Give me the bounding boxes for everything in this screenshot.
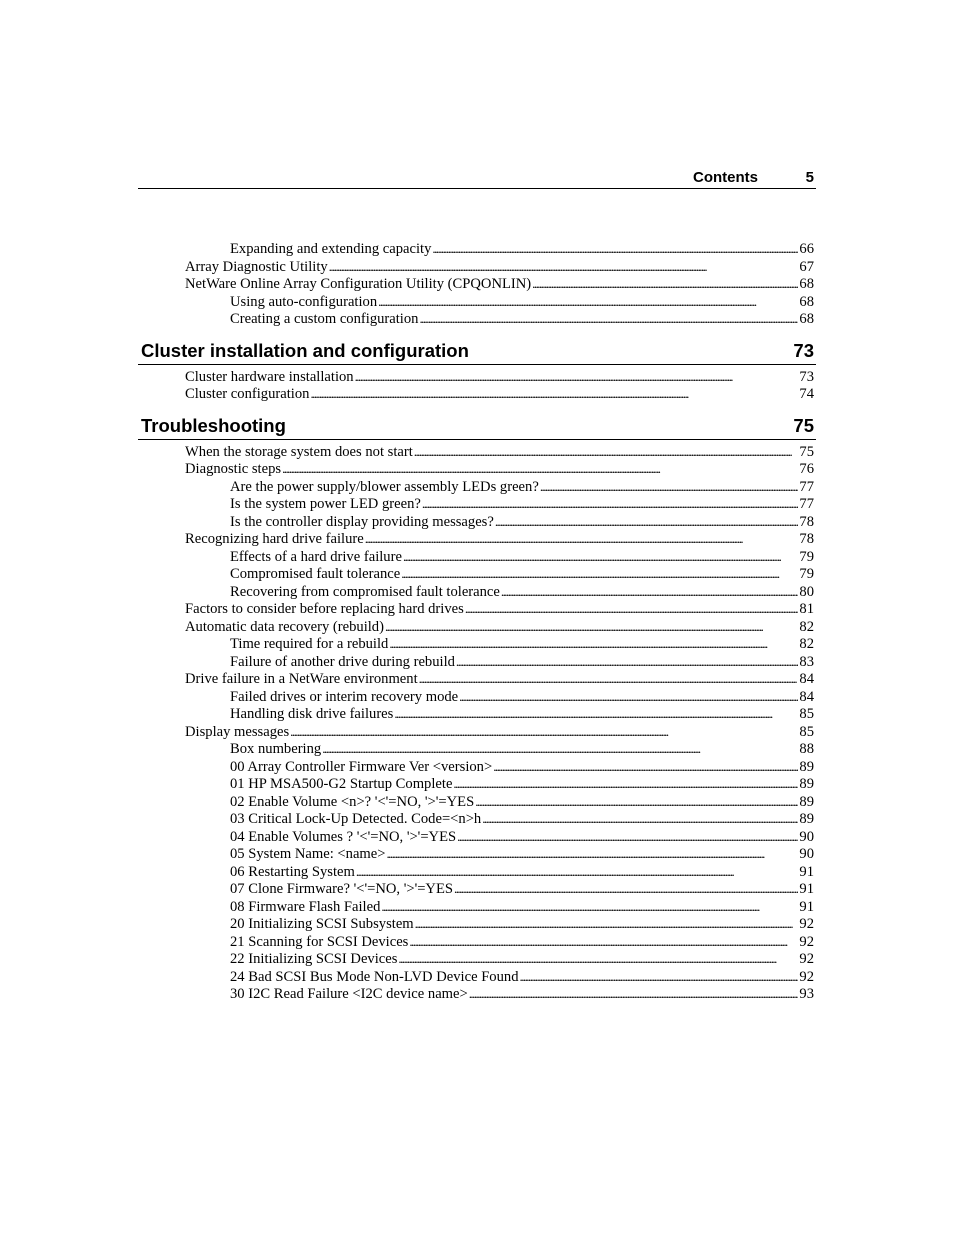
toc-entry[interactable] xyxy=(138,740,816,758)
toc-entry-title: Using auto-configuration xyxy=(230,293,378,310)
toc-entry[interactable] xyxy=(138,478,816,496)
dot-leader xyxy=(365,530,799,549)
toc-entry-title: 30 I2C Read Failure <I2C device name> xyxy=(230,986,468,1002)
dot-leader xyxy=(403,548,798,567)
toc-entry[interactable] xyxy=(138,670,816,688)
toc-entry-page-number: 92 xyxy=(799,916,814,932)
dot-leader xyxy=(540,478,799,497)
toc-entry-title: Compromised fault tolerance xyxy=(230,566,401,582)
toc-entry[interactable] xyxy=(138,530,816,548)
toc-entry[interactable] xyxy=(138,880,816,898)
dot-leader xyxy=(532,275,798,294)
dot-leader xyxy=(394,705,798,724)
toc-entry[interactable] xyxy=(138,368,816,386)
toc-entry-page-number: 77 xyxy=(799,496,814,512)
toc-entry[interactable] xyxy=(138,723,816,741)
toc-entry-page-number: 73 xyxy=(799,368,814,385)
toc-entry-title: 20 Initializing SCSI Subsystem xyxy=(230,916,414,932)
dot-leader xyxy=(355,368,799,387)
dot-leader xyxy=(422,495,799,514)
toc-entry-page-number: 89 xyxy=(799,758,814,775)
dot-leader xyxy=(520,968,799,987)
toc-entry[interactable] xyxy=(138,548,816,566)
toc-entry[interactable] xyxy=(138,460,816,478)
toc-entry-title: 02 Enable Volume <n>? '<'=NO, '>'=YES xyxy=(230,793,475,810)
toc-entry-page-number: 76 xyxy=(799,461,814,477)
toc-entry-title: Failure of another drive during rebuild xyxy=(230,653,455,670)
toc-entry[interactable] xyxy=(138,513,816,531)
dot-leader xyxy=(465,600,799,619)
dot-leader xyxy=(290,723,798,742)
toc-entry[interactable] xyxy=(138,810,816,828)
toc-entry[interactable] xyxy=(138,950,816,968)
toc-entry-title: Box numbering xyxy=(230,741,322,757)
dot-leader xyxy=(415,915,799,934)
toc-entry[interactable] xyxy=(138,600,816,618)
chapter-title: Troubleshooting xyxy=(141,414,286,436)
toc-entry[interactable] xyxy=(138,653,816,671)
toc-entry-page-number: 79 xyxy=(799,566,814,582)
toc-entry-title: Array Diagnostic Utility xyxy=(185,258,328,275)
toc-entry-page-number: 88 xyxy=(799,741,814,757)
toc-entry-page-number: 67 xyxy=(799,258,814,275)
toc-entry-page-number: 91 xyxy=(799,863,814,880)
toc-entry-title: Diagnostic steps xyxy=(185,461,282,477)
toc-entry-page-number: 92 xyxy=(799,933,814,950)
toc-entry-title: 00 Array Controller Firmware Ver <version> xyxy=(230,758,493,775)
toc-entry-title: Cluster configuration xyxy=(185,386,310,402)
dot-leader xyxy=(414,443,799,462)
toc-entry-title: NetWare Online Array Configuration Utility (CPQONLIN) xyxy=(185,276,532,292)
toc-entry[interactable] xyxy=(138,863,816,881)
dot-leader xyxy=(456,653,798,672)
dot-leader xyxy=(401,565,798,584)
dot-leader xyxy=(419,670,799,689)
table-of-contents xyxy=(138,240,816,1003)
toc-chapter-heading[interactable] xyxy=(138,415,816,440)
toc-entry[interactable] xyxy=(138,688,816,706)
toc-entry-page-number: 90 xyxy=(799,828,814,845)
dot-leader xyxy=(378,293,798,312)
toc-entry-page-number: 90 xyxy=(799,846,814,862)
dot-leader xyxy=(419,310,798,329)
dot-leader xyxy=(493,758,798,777)
toc-entry-page-number: 85 xyxy=(799,723,814,740)
dot-leader xyxy=(310,385,798,404)
toc-entry-title: 06 Restarting System xyxy=(230,863,355,880)
toc-entry-page-number: 82 xyxy=(799,636,814,652)
toc-entry-page-number: 92 xyxy=(799,951,814,967)
dot-leader xyxy=(475,793,798,812)
toc-entry-page-number: 82 xyxy=(799,618,814,635)
toc-entry[interactable] xyxy=(138,915,816,933)
toc-chapter-heading[interactable] xyxy=(138,340,816,365)
toc-entry-page-number: 77 xyxy=(799,478,814,495)
toc-entry-page-number: 92 xyxy=(799,968,814,985)
dot-leader xyxy=(356,863,799,882)
toc-entry[interactable] xyxy=(138,495,816,513)
dot-leader xyxy=(386,845,798,864)
toc-entry[interactable] xyxy=(138,828,816,846)
dot-leader xyxy=(457,828,798,847)
toc-entry-page-number: 66 xyxy=(799,241,814,257)
toc-entry-page-number: 91 xyxy=(799,898,814,915)
toc-entry-page-number: 68 xyxy=(799,311,814,327)
toc-entry-title: Is the controller display providing messages? xyxy=(230,513,494,530)
toc-entry[interactable] xyxy=(138,635,816,653)
toc-entry-title: Automatic data recovery (rebuild) xyxy=(185,618,384,635)
chapter-title: Cluster installation and configuration xyxy=(141,339,469,361)
toc-entry[interactable] xyxy=(138,310,816,328)
toc-entry-title: 21 Scanning for SCSI Devices xyxy=(230,933,409,950)
toc-entry-page-number: 93 xyxy=(799,986,814,1002)
toc-entry-page-number: 75 xyxy=(799,443,814,460)
toc-entry-page-number: 68 xyxy=(799,276,814,292)
toc-entry-title: 05 System Name: <name> xyxy=(230,846,386,862)
dot-leader xyxy=(329,258,799,277)
toc-entry-title: Time required for a rebuild xyxy=(230,636,389,652)
dot-leader xyxy=(432,240,798,259)
dot-leader xyxy=(495,513,799,532)
toc-entry-title: Are the power supply/blower assembly LEDs green? xyxy=(230,478,539,495)
toc-entry-title: Handling disk drive failures xyxy=(230,706,394,722)
toc-entry-title: 08 Firmware Flash Failed xyxy=(230,898,381,915)
dot-leader xyxy=(389,635,798,654)
dot-leader xyxy=(454,880,798,899)
dot-leader xyxy=(322,740,798,759)
toc-entry-page-number: 83 xyxy=(799,653,814,670)
toc-entry-title: Recovering from compromised fault tolerance xyxy=(230,583,500,600)
toc-entry-title: Drive failure in a NetWare environment xyxy=(185,671,418,687)
toc-entry-title: Creating a custom configuration xyxy=(230,311,419,327)
toc-entry[interactable] xyxy=(138,258,816,276)
toc-entry-page-number: 84 xyxy=(799,688,814,705)
toc-entry-page-number: 74 xyxy=(799,386,814,402)
toc-entry[interactable] xyxy=(138,275,816,293)
toc-entry[interactable] xyxy=(138,845,816,863)
header-page-number: 5 xyxy=(805,169,814,186)
toc-entry-title: Expanding and extending capacity xyxy=(230,241,432,257)
dot-leader xyxy=(282,460,798,479)
toc-entry-title: When the storage system does not start xyxy=(185,443,413,460)
toc-entry[interactable] xyxy=(138,240,816,258)
toc-entry-title: Display messages xyxy=(185,723,290,740)
toc-entry-title: 03 Critical Lock-Up Detected. Code=<n>h xyxy=(230,811,482,827)
toc-entry[interactable] xyxy=(138,618,816,636)
toc-entry-page-number: 78 xyxy=(799,513,814,530)
toc-entry[interactable] xyxy=(138,968,816,986)
toc-entry-page-number: 89 xyxy=(799,793,814,810)
toc-entry-page-number: 79 xyxy=(799,548,814,565)
chapter-page-number: 73 xyxy=(793,339,814,361)
chapter-page-number: 75 xyxy=(793,414,814,436)
toc-entry-title: Factors to consider before replacing hard drives xyxy=(185,601,464,617)
toc-entry[interactable] xyxy=(138,898,816,916)
toc-entry[interactable] xyxy=(138,565,816,583)
toc-entry-title: Cluster hardware installation xyxy=(185,368,354,385)
toc-entry-title: 24 Bad SCSI Bus Mode Non-LVD Device Found xyxy=(230,968,519,985)
toc-entry-title: Failed drives or interim recovery mode xyxy=(230,688,459,705)
toc-entry-title: Recognizing hard drive failure xyxy=(185,531,364,547)
dot-leader xyxy=(381,898,798,917)
header-title: Contents xyxy=(693,169,758,186)
dot-leader xyxy=(409,933,798,952)
toc-entry-page-number: 78 xyxy=(799,531,814,547)
toc-entry-page-number: 89 xyxy=(799,811,814,827)
toc-entry-page-number: 85 xyxy=(799,706,814,722)
toc-entry[interactable] xyxy=(138,985,816,1003)
toc-entry[interactable] xyxy=(138,775,816,793)
toc-entry-page-number: 91 xyxy=(799,881,814,897)
toc-entry[interactable] xyxy=(138,793,816,811)
toc-entry-title: Is the system power LED green? xyxy=(230,496,421,512)
dot-leader xyxy=(459,688,798,707)
dot-leader xyxy=(453,775,798,794)
toc-entry-title: 22 Initializing SCSI Devices xyxy=(230,951,398,967)
dot-leader xyxy=(469,985,799,1004)
toc-entry-page-number: 84 xyxy=(799,671,814,687)
dot-leader xyxy=(385,618,798,637)
toc-entry-page-number: 68 xyxy=(799,293,814,310)
dot-leader xyxy=(482,810,798,829)
toc-entry[interactable] xyxy=(138,443,816,461)
toc-entry-title: 07 Clone Firmware? '<'=NO, '>'=YES xyxy=(230,881,453,897)
dot-leader xyxy=(398,950,798,969)
running-header xyxy=(138,168,816,189)
toc-entry-title: 04 Enable Volumes ? '<'=NO, '>'=YES xyxy=(230,828,457,845)
toc-entry-page-number: 80 xyxy=(799,583,814,600)
toc-entry-page-number: 89 xyxy=(799,776,814,792)
toc-entry-title: 01 HP MSA500-G2 Startup Complete xyxy=(230,776,453,792)
dot-leader xyxy=(501,583,799,602)
toc-entry[interactable] xyxy=(138,758,816,776)
toc-entry[interactable] xyxy=(138,583,816,601)
toc-entry[interactable] xyxy=(138,705,816,723)
toc-entry[interactable] xyxy=(138,293,816,311)
toc-entry[interactable] xyxy=(138,933,816,951)
toc-entry[interactable] xyxy=(138,385,816,403)
toc-entry-title: Effects of a hard drive failure xyxy=(230,548,402,565)
toc-entry-page-number: 81 xyxy=(799,601,814,617)
